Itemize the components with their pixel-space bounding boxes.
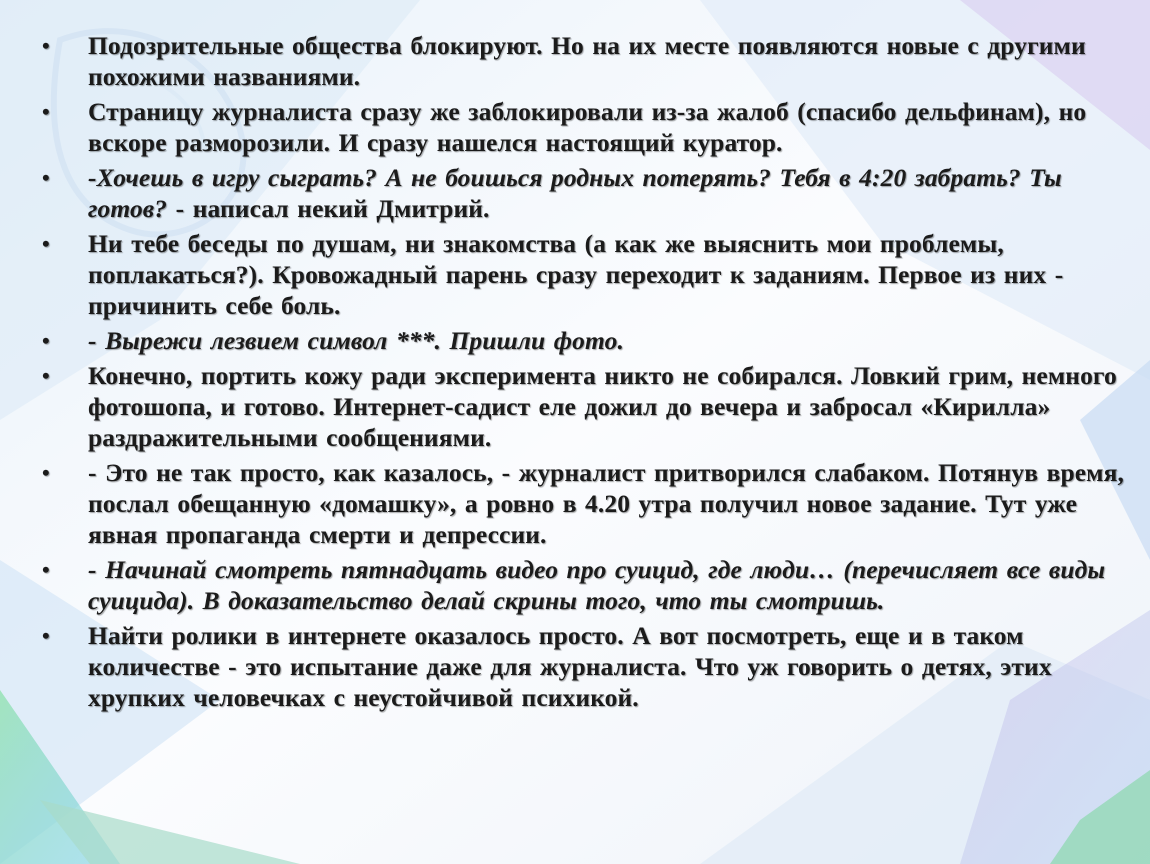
bullet-dot-icon: • [42, 99, 50, 124]
bullet-text: Страницу журналиста сразу же заблокировали из-за жалоб (спасибо дельфинам), но вскоре разморозили. И сразу нашелся настоящий куратор. [88, 97, 1087, 157]
bullet-quote: -Хочешь в игру сыграть? А не боишься родных потерять? Тебя в 4:20 забрать? Ты готов? [88, 163, 1062, 223]
bullet-text: Подозрительные общества блокируют. Но на их месте появляются новые с другими похожими названиями. [88, 31, 1086, 91]
bullet-item [38, 162, 1128, 224]
bullet-list [38, 30, 1128, 713]
slide-content [38, 30, 1128, 830]
bullet-text: Найти ролики в интернете оказалось просто. А вот посмотреть, еще и в таком количестве - это испытание даже для журналиста. Что уж говорить о детях, этих хрупких человечках с неустойчивой психикой. [88, 621, 1052, 712]
bullet-dot-icon: • [42, 165, 50, 190]
bullet-text: - Это не так просто, как казалось, - журналист притворился слабаком. Потянув время, послал обещанную «домашку», а ровно в 4.20 утра получил новое задание. Тут уже явная пропаганда смерти и депрессии. [88, 458, 1124, 549]
bullet-dot-icon: • [42, 363, 50, 388]
bullet-item [38, 620, 1128, 713]
bullet-text: Ни тебе беседы по душам, ни знакомства (а как же выяснить мои проблемы, поплакаться?). Кровожадный парень сразу переходит к заданиям. Первое из них - причинить себе боль. [88, 229, 1064, 320]
bullet-dot-icon: • [42, 33, 50, 58]
bullet-dot-icon: • [42, 460, 50, 485]
bullet-text: Конечно, портить кожу ради эксперимента никто не собирался. Ловкий грим, немного фотошопа, и готово. Интернет-садист еле дожил до вечера и забросал «Кирилла» раздражительными сообщениями. [88, 361, 1117, 452]
bullet-quote: - Начинай смотреть пятнадцать видео про суицид, где люди… (перечисляет все виды суицида). В доказательство делай скрины того, что ты смотришь. [88, 555, 1106, 615]
bullet-item [38, 30, 1128, 92]
bullet-dot-icon: • [42, 231, 50, 256]
bullet-item [38, 325, 1128, 356]
bullet-dot-icon: • [42, 328, 50, 353]
bullet-item [38, 228, 1128, 321]
bullet-item [38, 96, 1128, 158]
bullet-item [38, 360, 1128, 453]
bullet-quote: - Вырежи лезвием символ ***. Пришли фото. [88, 326, 624, 355]
bullet-text: - написал некий Дмитрий. [167, 194, 490, 223]
bullet-item [38, 457, 1128, 550]
bullet-dot-icon: • [42, 623, 50, 648]
bullet-item [38, 554, 1128, 616]
bullet-dot-icon: • [42, 557, 50, 582]
